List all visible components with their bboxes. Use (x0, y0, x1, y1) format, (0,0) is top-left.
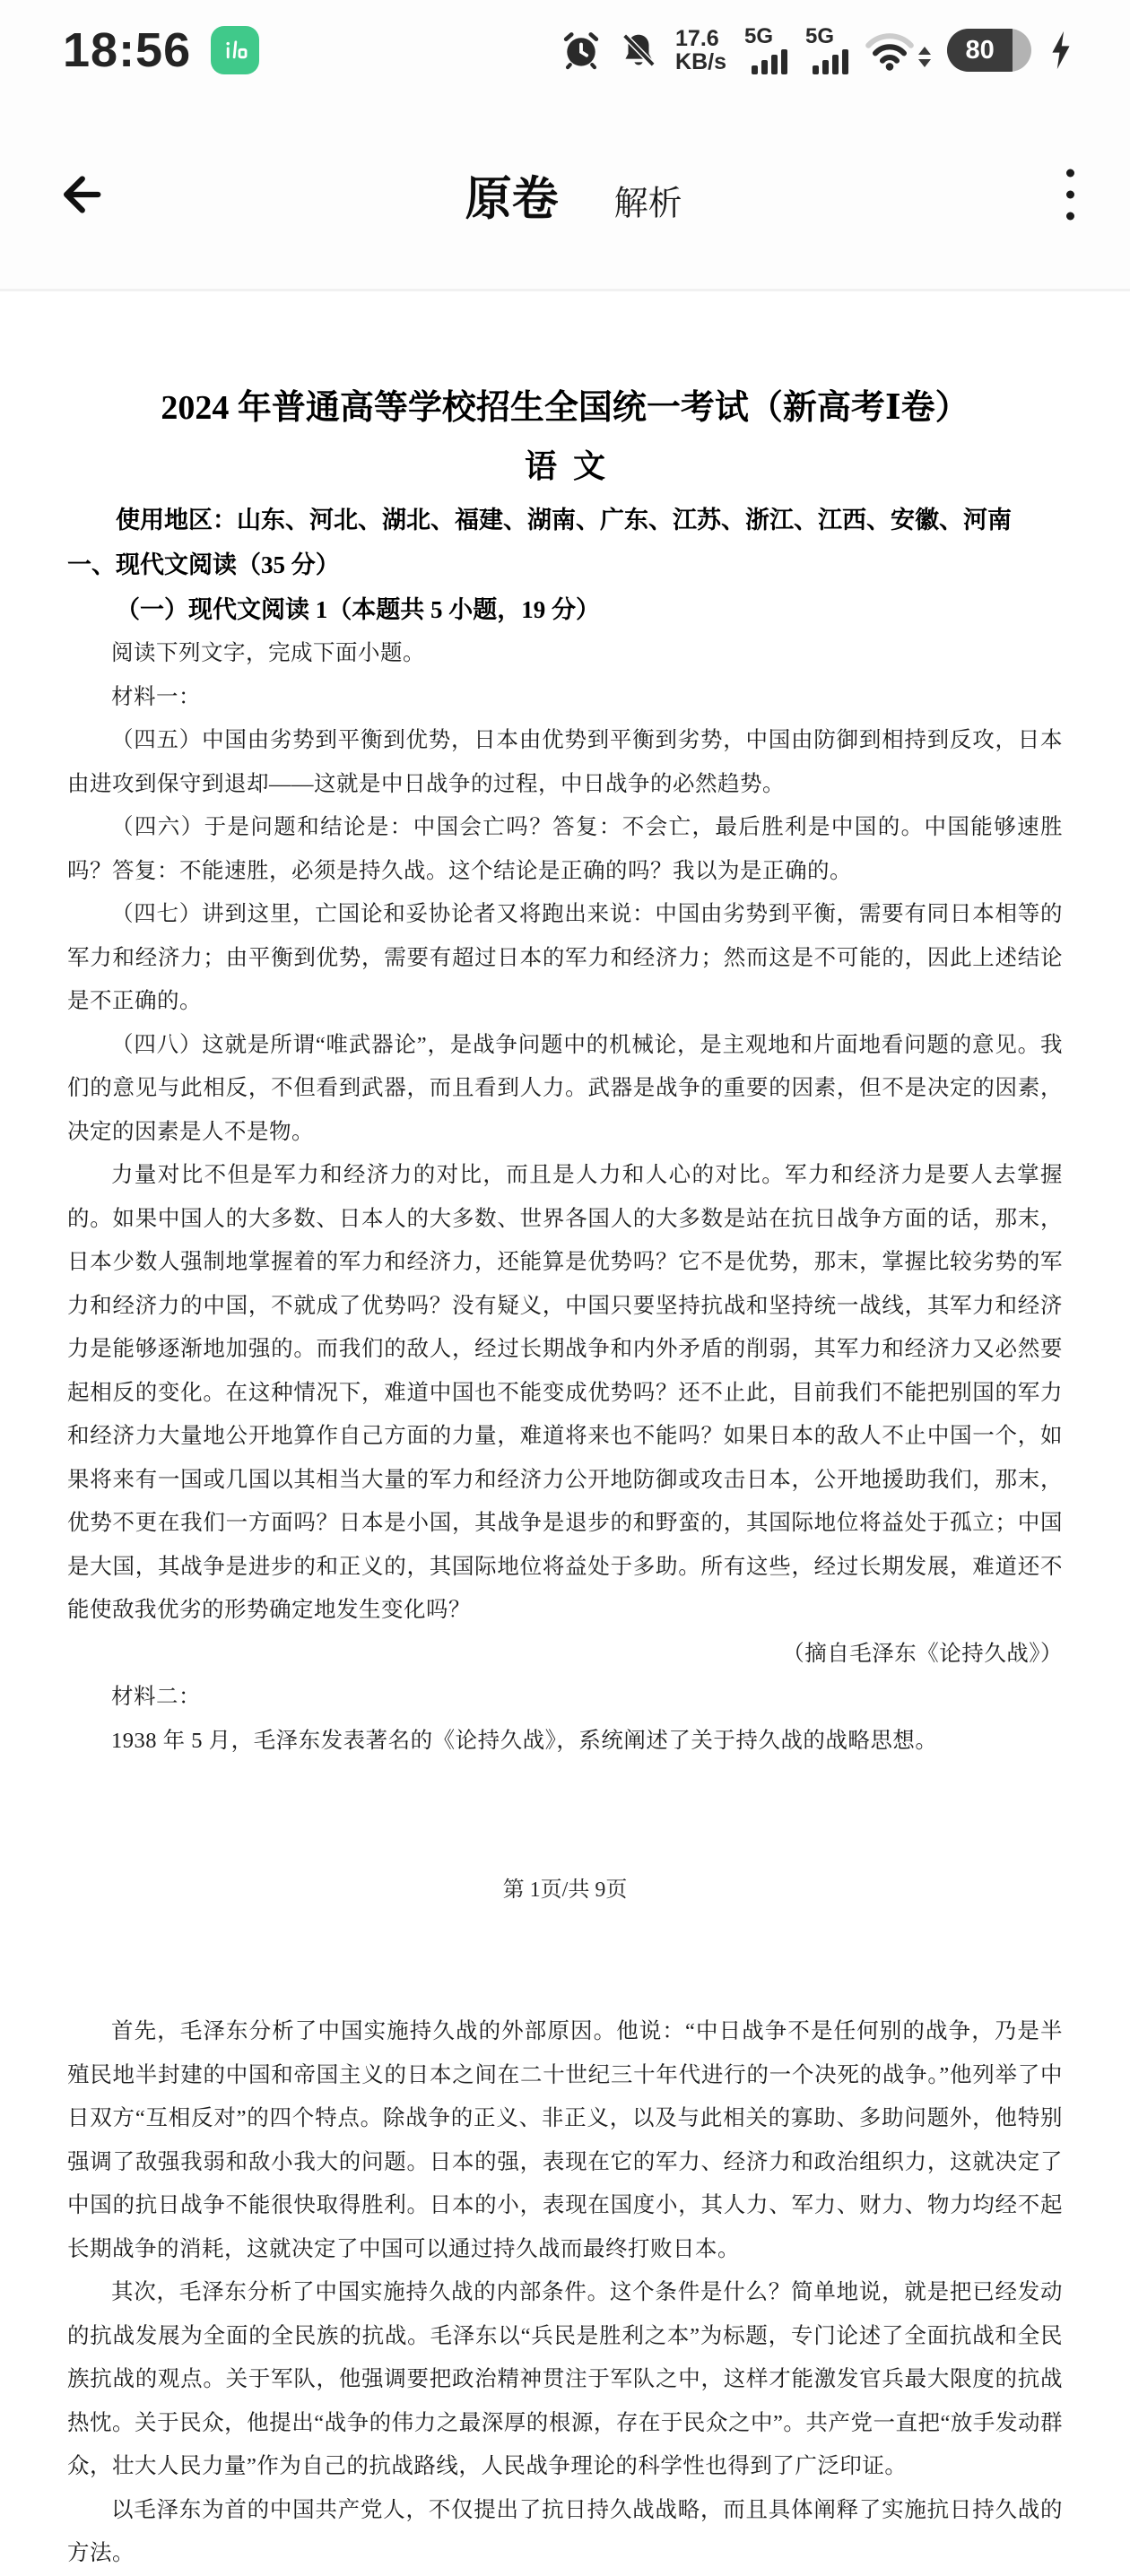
exam-subject: 语 文 (524, 448, 605, 484)
network-speed-unit: KB/s (675, 49, 726, 74)
tab-analysis[interactable]: 解析 (613, 185, 682, 223)
material1-label: 材料一： (111, 684, 201, 709)
source-attribution: （摘自毛泽东《论持久战》） (782, 1641, 1063, 1666)
more-options-button[interactable] (1061, 164, 1080, 226)
tab-original-paper[interactable]: 原卷 (465, 173, 559, 226)
back-button[interactable] (47, 162, 111, 227)
paragraph-45: （四五）中国由劣势到平衡到优势，日本由优势到平衡到劣势，中国由防御到相持到反攻，日本由进攻到保守到退却——这就是中日战争的过程，中日战争的必然趋势。 (67, 728, 1063, 796)
sim2-signal-icon (804, 23, 848, 74)
paragraph-first-analysis: 首先，毛泽东分析了中国实施持久战的外部原因。他说：“中日战争不是任何别的战争，乃是半殖民地半封建的中国和帝国主义的日本之间在二十世纪三十年代进行的一个决死的战争。”他列举了中日双方“互相反对”的四个特点。除战争的正义、非正义，以及与此相关的寡助、多助问题外，他特别强调了敌强我弱和敌小我大的问题。日本的强，表现在它的军力、经济力和政治组织力，这就决定了中国的抗日战争不能很快取得胜利。日本的小，表现在国度小，其人力、军力、财力、物力均经不起长期战争的消耗，这就决定了中国可以通过持久战而最终打败日本。 (67, 2019, 1063, 2261)
wifi-traffic-arrows-icon (918, 47, 931, 67)
page-number-footer: 第 1页/共 9页 (502, 1878, 628, 1902)
green-app-badge-icon (211, 26, 259, 74)
paragraph-47: （四七）讲到这里，亡国论和妥协论者又将跑出来说：中国由劣势到平衡，需要有同日本相等的军力和经济力；由平衡到优势，需要有超过日本的军力和经济力；然而这是不可能的，因此上述结论是不正确的。 (67, 902, 1063, 1013)
nav-bar (0, 100, 1130, 289)
network-speed-value: 17.6 (675, 26, 719, 51)
section-heading: 一、现代文阅读（35 分） (67, 551, 340, 578)
paragraph-second-analysis: 其次，毛泽东分析了中国实施持久战的内部条件。这个条件是什么？简单地说，就是把已经发动的抗战发展为全面的全民族的抗战。毛泽东以“兵民是胜利之本”为标题，专门论述了全面抗战和全民族抗战的观点。关于军队，他强调要把政治精神贯注于军队之中，这样才能激发官兵最大限度的抗战热忱。关于民众，他提出“战争的伟力之最深厚的根源，存在于民众之中”。共产党一直把“放手发动群众，壮大人民力量”作为自己的抗战路线，人民战争理论的科学性也得到了广泛印证。 (67, 2280, 1063, 2478)
material2-label: 材料二： (111, 1685, 201, 1709)
clock-time: 18:56 (63, 23, 192, 77)
tab-group (465, 161, 682, 229)
alarm-clock-icon (561, 30, 602, 71)
charging-bolt-icon (1047, 30, 1074, 71)
network-speed-indicator (675, 27, 726, 74)
wifi-icon (865, 30, 931, 71)
exam-title: 2024 年普通高等学校招生全国统一考试（新高考Ⅰ卷） (161, 389, 969, 427)
sim2-5g-label: 5G (805, 23, 835, 48)
reading-instruction: 阅读下列文字，完成下面小题。 (111, 641, 425, 665)
battery-icon (947, 29, 1031, 72)
notifications-muted-icon (618, 30, 659, 71)
sim1-signal-icon (743, 23, 787, 74)
paragraph-48: （四八）这就是所谓“唯武器论”，是战争问题中的机械论，是主观地和片面地看问题的意见。我们的意见与此相反，不但看到武器，而且看到人力。武器是战争的重要的因素，但不是决定的因素，决定的因素是人不是物。 (67, 1032, 1063, 1144)
sim1-5g-label: 5G (744, 23, 774, 48)
exam-regions: 使用地区：山东、河北、湖北、福建、湖南、广东、江苏、浙江、江西、安徽、河南 (116, 507, 1012, 533)
document-scroll-area[interactable] (0, 291, 1130, 2576)
paragraph-power-comparison: 力量对比不但是军力和经济力的对比，而且是人力和人心的对比。军力和经济力是要人去掌握的。如果中国人的大多数、日本人的大多数、世界各国人的大多数是站在抗日战争方面的话，那末，日本少数人强制地掌握着的军力和经济力，还能算是优势吗？它不是优势，那末，掌握比较劣势的军力和经济力的中国，不就成了优势吗？没有疑义，中国只要坚持抗战和坚持统一战线，其军力和经济力是能够逐渐地加强的。而我们的敌人，经过长期战争和内外矛盾的削弱，其军力和经济力又必然要起相反的变化。在这种情况下，难道中国也不能变成优势吗？还不止此，目前我们不能把别国的军力和经济力大量地公开地算作自己方面的力量，难道将来也不能吗？如果日本的敌人不止中国一个，如果将来有一国或几国以其相当大量的军力和经济力公开地防御或攻击日本，公开地援助我们，那末，优势不更在我们一方面吗？日本是小国，其战争是退步的和野蛮的，其国际地位将益处于孤立；中国是大国，其战争是进步的和正义的，其国际地位将益处于多助。所有这些，经过长期发展，难道还不能使敌我优劣的形势确定地发生变化吗？ (67, 1163, 1063, 1622)
status-bar (0, 0, 1130, 100)
paragraph-third-analysis: 以毛泽东为首的中国共产党人，不仅提出了抗日持久战战略，而且具体阐释了实施抗日持久战的方法。 (67, 2497, 1063, 2565)
battery-percent: 80 (965, 35, 995, 65)
material2-intro: 1938 年 5 月，毛泽东发表著名的《论持久战》，系统阐述了关于持久战的战略思想。 (111, 1728, 938, 1753)
paragraph-46: （四六）于是问题和结论是：中国会亡吗？答复：不会亡，最后胜利是中国的。中国能够速胜吗？答复：不能速胜，必须是持久战。这个结论是正确的吗？我以为是正确的。 (67, 815, 1063, 883)
subsection-heading: （一）现代文阅读 1（本题共 5 小题，19 分） (116, 596, 600, 623)
